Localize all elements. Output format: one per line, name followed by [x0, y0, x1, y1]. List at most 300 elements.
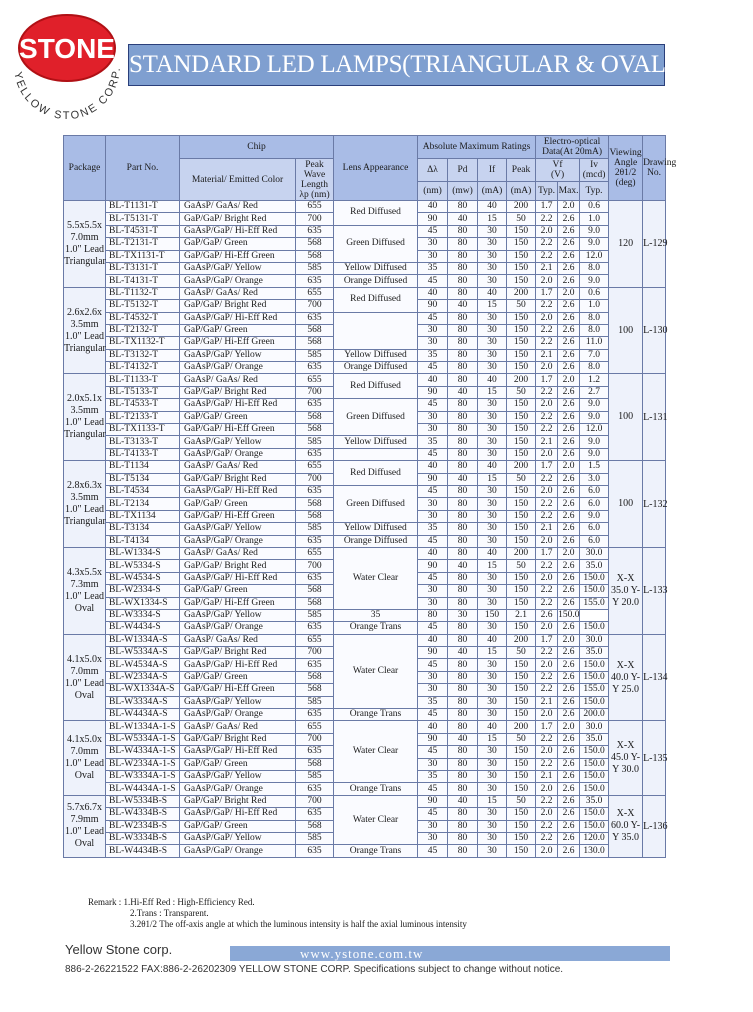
- delta-lambda-cell: 45: [418, 845, 448, 857]
- viewing-angle-cell: X-X 60.0 Y-Y 35.0: [609, 795, 643, 857]
- vf-max-cell: 2.6: [558, 709, 580, 721]
- peak-cell: 150: [507, 324, 536, 336]
- part-number-cell: BL-W5334A-1-S: [106, 733, 180, 745]
- iv-typ-cell: 150.0: [580, 671, 609, 683]
- table-row: [64, 461, 666, 473]
- pd-cell: 80: [448, 399, 478, 411]
- pd-cell: 80: [448, 436, 478, 448]
- vf-max-cell: 2.6: [558, 349, 580, 361]
- iv-typ-cell: 150.0: [580, 572, 609, 584]
- peak-cell: 150: [507, 312, 536, 324]
- peak-cell: 150: [507, 783, 536, 795]
- part-number-cell: BL-T4532-T: [106, 312, 180, 324]
- delta-lambda-cell: 35: [418, 523, 448, 535]
- iv-typ-cell: 9.0: [580, 510, 609, 522]
- vf-max-cell: 2.6: [558, 473, 580, 485]
- package-cell: 2.6x2.6x 3.5mm 1.0" Lead Triangular: [64, 287, 106, 374]
- chip-material-cell: GaAsP/GaP/ Orange: [180, 275, 296, 287]
- chip-material-cell: GaAsP/GaP/ Yellow: [180, 609, 296, 621]
- package-cell: 4.3x5.5x 7.3mm 1.0" Lead Oval: [64, 547, 106, 634]
- vf-max-cell: 2.6: [558, 275, 580, 287]
- vf-typ-cell: 2.2: [536, 684, 558, 696]
- peak-cell: 150: [507, 510, 536, 522]
- iv-typ-cell: 150.0: [580, 659, 609, 671]
- table-row: [64, 448, 666, 460]
- iv-typ-cell: 150.0: [580, 585, 609, 597]
- part-number-cell: BL-T1131-T: [106, 201, 180, 213]
- peak-wave-cell: 635: [296, 275, 334, 287]
- peak-cell: 150: [507, 225, 536, 237]
- chip-material-cell: GaP/GaP/ Bright Red: [180, 300, 296, 312]
- pd-cell: 80: [448, 671, 478, 683]
- vf-typ-cell: 2.1: [536, 770, 558, 782]
- package-cell: 2.0x5.1x 3.5mm 1.0" Lead Triangular: [64, 374, 106, 461]
- vf-max-cell: 2.6: [558, 213, 580, 225]
- lens-cell: Red Diffused: [334, 374, 418, 399]
- table-row: [64, 547, 666, 559]
- lens-cell: Orange Trans: [334, 783, 418, 795]
- chip-material-cell: GaAsP/GaP/ Yellow: [180, 696, 296, 708]
- part-number-cell: BL-TX1131-T: [106, 250, 180, 262]
- vf-max-cell: 2.6: [558, 795, 580, 807]
- chip-material-cell: GaAsP/GaP/ Hi-Eff Red: [180, 808, 296, 820]
- vf-max-cell: 2.0: [558, 287, 580, 299]
- part-number-cell: BL-W2334A-S: [106, 671, 180, 683]
- delta-lambda-cell: 45: [418, 622, 448, 634]
- header-unit-nm: (nm): [418, 182, 448, 201]
- delta-lambda-cell: 45: [418, 783, 448, 795]
- vf-typ-cell: 1.7: [536, 721, 558, 733]
- lens-cell: Orange Trans: [334, 709, 418, 721]
- table-row: [64, 634, 666, 646]
- lens-cell: Yellow Diffused: [334, 349, 418, 361]
- remark-block: [88, 897, 467, 930]
- part-number-cell: BL-T1134: [106, 461, 180, 473]
- delta-lambda-cell: 30: [418, 597, 448, 609]
- vf-typ-cell: 2.0: [536, 659, 558, 671]
- if-cell: 40: [478, 721, 507, 733]
- table-row: [64, 275, 666, 287]
- pd-cell: 80: [448, 572, 478, 584]
- iv-typ-cell: 30.0: [580, 634, 609, 646]
- table-row: [64, 225, 666, 237]
- vf-max-cell: 2.6: [558, 386, 580, 398]
- chip-material-cell: GaAsP/GaP/ Orange: [180, 535, 296, 547]
- viewing-angle-cell: 100: [609, 287, 643, 374]
- if-cell: 15: [478, 560, 507, 572]
- part-number-cell: BL-W3334A-1-S: [106, 770, 180, 782]
- chip-material-cell: GaP/GaP/ Hi-Eff Green: [180, 424, 296, 436]
- chip-material-cell: GaAsP/GaP/ Orange: [180, 448, 296, 460]
- peak-wave-cell: 655: [296, 634, 334, 646]
- part-number-cell: BL-TX1132-T: [106, 337, 180, 349]
- peak-cell: 150: [507, 399, 536, 411]
- pd-cell: 80: [448, 485, 478, 497]
- chip-material-cell: GaP/GaP/ Bright Red: [180, 647, 296, 659]
- peak-cell: 150: [507, 238, 536, 250]
- part-number-cell: BL-W2334-S: [106, 585, 180, 597]
- peak-cell: 150: [507, 808, 536, 820]
- vf-typ-cell: 2.0: [536, 485, 558, 497]
- table-row: [64, 783, 666, 795]
- iv-typ-cell: 1.5: [580, 461, 609, 473]
- if-cell: 30: [478, 510, 507, 522]
- delta-lambda-cell: 90: [418, 300, 448, 312]
- chip-material-cell: GaAsP/GaP/ Yellow: [180, 770, 296, 782]
- peak-cell: 200: [507, 547, 536, 559]
- vf-typ-cell: 2.0: [536, 225, 558, 237]
- vf-typ-cell: 2.2: [536, 585, 558, 597]
- peak-cell: 150: [507, 770, 536, 782]
- iv-typ-cell: 155.0: [580, 684, 609, 696]
- vf-typ-cell: 2.2: [536, 498, 558, 510]
- delta-lambda-cell: 45: [418, 485, 448, 497]
- part-number-cell: BL-W4534A-S: [106, 659, 180, 671]
- drawing-no-cell: L-136: [643, 795, 666, 857]
- vf-max-cell: 2.6: [558, 411, 580, 423]
- chip-material-cell: GaAsP/GaP/ Orange: [180, 845, 296, 857]
- iv-typ-cell: 155.0: [580, 597, 609, 609]
- iv-typ-cell: 8.0: [580, 324, 609, 336]
- iv-typ-cell: 9.0: [580, 411, 609, 423]
- chip-material-cell: GaAsP/ GaAs/ Red: [180, 374, 296, 386]
- part-number-cell: BL-T5131-T: [106, 213, 180, 225]
- iv-typ-cell: 150.0: [580, 808, 609, 820]
- iv-typ-cell: 6.0: [580, 523, 609, 535]
- peak-cell: 150: [507, 597, 536, 609]
- peak-wave-cell: 585: [296, 832, 334, 844]
- vf-typ-cell: 1.7: [536, 634, 558, 646]
- if-cell: 15: [478, 733, 507, 745]
- vf-max-cell: 2.6: [558, 399, 580, 411]
- iv-typ-cell: 35.0: [580, 795, 609, 807]
- vf-max-cell: 2.6: [558, 485, 580, 497]
- part-number-cell: BL-W4534-S: [106, 572, 180, 584]
- if-cell: 15: [478, 647, 507, 659]
- part-number-cell: BL-W3334A-S: [106, 696, 180, 708]
- pd-cell: 80: [448, 362, 478, 374]
- delta-lambda-cell: 45: [418, 572, 448, 584]
- vf-typ-cell: 2.0: [536, 448, 558, 460]
- chip-material-cell: GaP/GaP/ Green: [180, 324, 296, 336]
- lens-cell: Water Clear: [334, 721, 418, 783]
- if-cell: 30: [478, 399, 507, 411]
- vf-max-cell: 2.6: [558, 820, 580, 832]
- chip-material-cell: GaP/GaP/ Bright Red: [180, 733, 296, 745]
- pd-cell: 80: [448, 597, 478, 609]
- if-cell: 30: [478, 696, 507, 708]
- vf-max-cell: 2.6: [558, 523, 580, 535]
- peak-cell: 150: [507, 535, 536, 547]
- table-row: [64, 399, 666, 411]
- peak-wave-cell: 700: [296, 795, 334, 807]
- chip-material-cell: GaAsP/GaP/ Orange: [180, 362, 296, 374]
- peak-cell: 50: [507, 647, 536, 659]
- vf-max-cell: 2.6: [558, 510, 580, 522]
- part-number-cell: BL-T4132-T: [106, 362, 180, 374]
- lens-cell: Orange Trans: [334, 622, 418, 634]
- header-peak-wave: Peak Wave Length λp (nm): [296, 159, 334, 201]
- peak-wave-cell: 568: [296, 585, 334, 597]
- vf-typ-cell: 2.2: [536, 510, 558, 522]
- peak-wave-cell: 700: [296, 733, 334, 745]
- lens-cell: Orange Diffused: [334, 275, 418, 287]
- header-typ-iv: Typ.: [580, 182, 609, 201]
- pd-cell: 80: [448, 287, 478, 299]
- if-cell: 30: [478, 424, 507, 436]
- delta-lambda-cell: 40: [418, 461, 448, 473]
- if-cell: 30: [478, 312, 507, 324]
- header-package: Package: [64, 136, 106, 201]
- chip-material-cell: GaP/GaP/ Hi-Eff Green: [180, 510, 296, 522]
- chip-material-cell: GaAsP/GaP/ Orange: [180, 783, 296, 795]
- peak-cell: 150: [507, 337, 536, 349]
- vf-typ-cell: 2.0: [536, 572, 558, 584]
- iv-typ-cell: 8.0: [580, 362, 609, 374]
- if-cell: 30: [478, 770, 507, 782]
- vf-max-cell: 2.6: [558, 225, 580, 237]
- iv-typ-cell: 1.2: [580, 374, 609, 386]
- vf-max-cell: 2.6: [536, 609, 558, 621]
- lens-cell: Red Diffused: [334, 461, 418, 486]
- pd-cell: 80: [418, 609, 448, 621]
- pd-cell: 80: [448, 783, 478, 795]
- pd-cell: 80: [448, 820, 478, 832]
- pd-cell: 80: [448, 312, 478, 324]
- chip-material-cell: GaAsP/GaP/ Hi-Eff Red: [180, 312, 296, 324]
- vf-typ-cell: 2.0: [536, 808, 558, 820]
- vf-max-cell: 2.6: [558, 312, 580, 324]
- website-link[interactable]: www.ystone.com.tw: [300, 946, 424, 961]
- package-cell: 4.1x5.0x 7.0mm 1.0" Lead Oval: [64, 721, 106, 795]
- iv-typ-cell: 30.0: [580, 547, 609, 559]
- vf-typ-cell: 2.2: [536, 213, 558, 225]
- header-chip: Chip: [180, 136, 334, 159]
- pd-cell: 80: [448, 523, 478, 535]
- delta-lambda-cell: 40: [418, 374, 448, 386]
- table-row: [64, 709, 666, 721]
- vf-max-cell: 2.6: [558, 362, 580, 374]
- peak-wave-cell: 635: [296, 622, 334, 634]
- if-cell: 30: [448, 609, 478, 621]
- package-cell: 2.8x6.3x 3.5mm 1.0" Lead Triangular: [64, 461, 106, 548]
- iv-typ-cell: 9.0: [580, 238, 609, 250]
- peak-cell: 50: [507, 213, 536, 225]
- peak-wave-cell: 655: [296, 287, 334, 299]
- vf-max-cell: 2.6: [558, 622, 580, 634]
- header-if: If: [478, 159, 507, 182]
- chip-material-cell: GaAsP/ GaAs/ Red: [180, 721, 296, 733]
- peak-wave-cell: 700: [296, 647, 334, 659]
- delta-lambda-cell: 35: [418, 262, 448, 274]
- peak-cell: 150: [507, 448, 536, 460]
- pd-cell: 80: [448, 337, 478, 349]
- if-cell: 30: [478, 349, 507, 361]
- chip-material-cell: GaAsP/GaP/ Yellow: [180, 832, 296, 844]
- vf-typ-cell: 2.2: [536, 238, 558, 250]
- lens-cell: Orange Diffused: [334, 535, 418, 547]
- pd-cell: 80: [448, 746, 478, 758]
- pd-cell: 80: [448, 461, 478, 473]
- part-number-cell: BL-T3132-T: [106, 349, 180, 361]
- if-cell: 30: [478, 845, 507, 857]
- iv-typ-cell: 120.0: [580, 832, 609, 844]
- table-row: [64, 609, 666, 621]
- pd-cell: 80: [448, 808, 478, 820]
- delta-lambda-cell: 90: [418, 647, 448, 659]
- vf-typ-cell: 2.0: [536, 845, 558, 857]
- iv-typ-cell: 12.0: [580, 424, 609, 436]
- peak-wave-cell: 700: [296, 560, 334, 572]
- vf-max-cell: 2.6: [558, 597, 580, 609]
- if-cell: 15: [478, 795, 507, 807]
- pd-cell: 80: [448, 349, 478, 361]
- vf-typ-cell: 2.0: [536, 746, 558, 758]
- peak-wave-cell: 568: [296, 758, 334, 770]
- pd-cell: 80: [448, 547, 478, 559]
- header-max: Max.: [558, 182, 580, 201]
- part-number-cell: BL-T4534: [106, 485, 180, 497]
- header-viewing: Viewing Angle 2θ1/2 (deg): [609, 136, 643, 201]
- delta-lambda-cell: 30: [418, 510, 448, 522]
- iv-typ-cell: 12.0: [580, 250, 609, 262]
- peak-cell: 150: [507, 845, 536, 857]
- chip-material-cell: GaP/GaP/ Hi-Eff Green: [180, 684, 296, 696]
- iv-typ-cell: 150.0: [580, 758, 609, 770]
- chip-material-cell: GaAsP/GaP/ Orange: [180, 622, 296, 634]
- peak-wave-cell: 568: [296, 411, 334, 423]
- peak-wave-cell: 568: [296, 820, 334, 832]
- part-number-cell: BL-T5132-T: [106, 300, 180, 312]
- iv-typ-cell: 0.6: [580, 201, 609, 213]
- peak-cell: 50: [507, 386, 536, 398]
- vf-typ-cell: 2.2: [536, 473, 558, 485]
- table-row: [64, 287, 666, 299]
- remark-line-2: 2.Trans : Transparent.: [130, 908, 209, 918]
- delta-lambda-cell: 35: [418, 696, 448, 708]
- if-cell: 40: [478, 374, 507, 386]
- pd-cell: 80: [448, 448, 478, 460]
- chip-material-cell: GaAsP/GaP/ Hi-Eff Red: [180, 485, 296, 497]
- peak-cell: 150: [507, 485, 536, 497]
- if-cell: 40: [478, 461, 507, 473]
- if-cell: 30: [478, 832, 507, 844]
- pd-cell: 80: [448, 659, 478, 671]
- iv-typ-cell: 6.0: [580, 485, 609, 497]
- chip-material-cell: GaP/GaP/ Green: [180, 498, 296, 510]
- table-row: [64, 523, 666, 535]
- iv-typ-cell: 8.0: [580, 312, 609, 324]
- part-number-cell: BL-W1334-S: [106, 547, 180, 559]
- vf-max-cell: 2.6: [558, 845, 580, 857]
- chip-material-cell: GaAsP/GaP/ Hi-Eff Red: [180, 746, 296, 758]
- chip-material-cell: GaP/GaP/ Green: [180, 671, 296, 683]
- peak-wave-cell: 655: [296, 374, 334, 386]
- vf-max-cell: 2.6: [558, 684, 580, 696]
- delta-lambda-cell: 90: [418, 560, 448, 572]
- chip-material-cell: GaP/GaP/ Green: [180, 411, 296, 423]
- peak-cell: 150: [507, 832, 536, 844]
- part-number-cell: BL-W4434-S: [106, 622, 180, 634]
- delta-lambda-cell: 45: [418, 659, 448, 671]
- pd-cell: 80: [448, 832, 478, 844]
- peak-cell: 50: [507, 560, 536, 572]
- vf-typ-cell: 2.0: [536, 275, 558, 287]
- if-cell: 40: [478, 547, 507, 559]
- chip-material-cell: GaP/GaP/ Hi-Eff Green: [180, 250, 296, 262]
- remark-line-1: 1.Hi-Eff Red : High-Efficiency Red.: [123, 897, 255, 907]
- vf-typ-cell: 2.1: [507, 609, 536, 621]
- pd-cell: 80: [448, 262, 478, 274]
- iv-typ-cell: 150.0: [580, 746, 609, 758]
- header-material: Material/ Emitted Color: [180, 159, 296, 201]
- delta-lambda-cell: 30: [418, 337, 448, 349]
- vf-typ-cell: 1.7: [536, 374, 558, 386]
- if-cell: 30: [478, 498, 507, 510]
- peak-wave-cell: 568: [296, 597, 334, 609]
- peak-wave-cell: 635: [296, 709, 334, 721]
- header-pd: Pd: [448, 159, 478, 182]
- table-row: [64, 312, 666, 324]
- peak-cell: 150: [507, 349, 536, 361]
- header-vf: Vf (V): [536, 159, 580, 182]
- vf-typ-cell: 2.0: [536, 312, 558, 324]
- delta-lambda-cell: 30: [418, 758, 448, 770]
- delta-lambda-cell: 40: [418, 634, 448, 646]
- part-number-cell: BL-W2334B-S: [106, 820, 180, 832]
- iv-typ-cell: 9.0: [580, 275, 609, 287]
- vf-typ-cell: 2.2: [536, 832, 558, 844]
- peak-wave-cell: 585: [296, 770, 334, 782]
- vf-max-cell: 2.6: [558, 424, 580, 436]
- drawing-no-cell: L-134: [643, 634, 666, 721]
- pd-cell: 40: [448, 386, 478, 398]
- peak-wave-cell: 655: [296, 547, 334, 559]
- part-number-cell: BL-T4533-T: [106, 399, 180, 411]
- chip-material-cell: GaAsP/ GaAs/ Red: [180, 547, 296, 559]
- chip-material-cell: GaAsP/GaP/ Hi-Eff Red: [180, 399, 296, 411]
- logo-ring-text: YELLOW STONE CORP.: [11, 65, 124, 123]
- vf-max-cell: 2.6: [558, 733, 580, 745]
- peak-wave-cell: 700: [296, 213, 334, 225]
- part-number-cell: BL-W2334A-1-S: [106, 758, 180, 770]
- peak-wave-cell: 635: [296, 312, 334, 324]
- delta-lambda-cell: 40: [418, 547, 448, 559]
- vf-typ-cell: 2.1: [536, 436, 558, 448]
- pd-cell: 80: [448, 250, 478, 262]
- peak-wave-cell: 700: [296, 386, 334, 398]
- vf-max-cell: 2.0: [558, 201, 580, 213]
- if-cell: 30: [478, 572, 507, 584]
- lens-cell: Water Clear: [334, 547, 418, 609]
- peak-wave-cell: 585: [296, 696, 334, 708]
- iv-typ-cell: 0.6: [580, 287, 609, 299]
- iv-typ-cell: 9.0: [580, 399, 609, 411]
- vf-max-cell: 2.6: [558, 647, 580, 659]
- peak-wave-cell: 568: [296, 324, 334, 336]
- chip-material-cell: GaAsP/GaP/ Yellow: [180, 349, 296, 361]
- chip-material-cell: GaAsP/GaP/ Yellow: [180, 523, 296, 535]
- peak-wave-cell: 635: [296, 362, 334, 374]
- remark-label: Remark :: [88, 897, 122, 907]
- delta-lambda-cell: 30: [418, 498, 448, 510]
- lens-cell: Yellow Diffused: [334, 436, 418, 448]
- part-number-cell: BL-W3334B-S: [106, 832, 180, 844]
- delta-lambda-cell: 30: [418, 411, 448, 423]
- table-row: [64, 362, 666, 374]
- part-number-cell: BL-W1334A-S: [106, 634, 180, 646]
- peak-wave-cell: 585: [296, 609, 334, 621]
